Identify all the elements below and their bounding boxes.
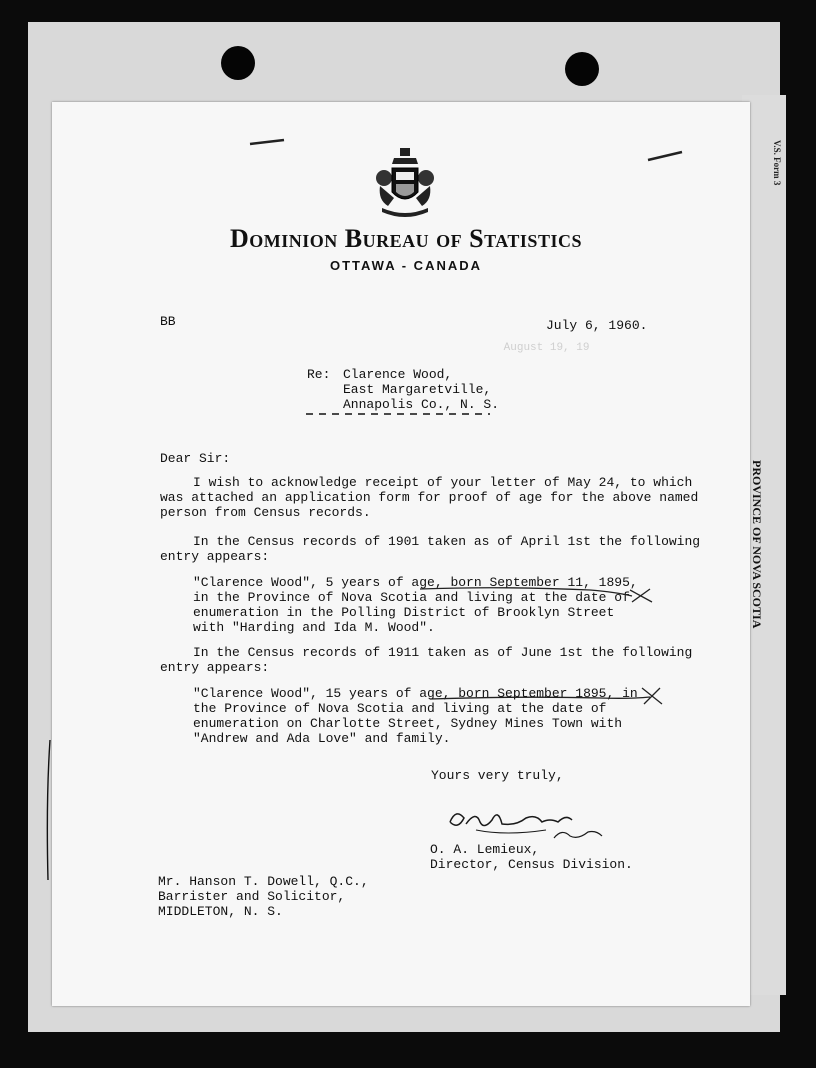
intro-line-1: I wish to acknowledge receipt of your letter of May 24, to which (193, 475, 693, 490)
bleed-through-text: August 19, 19 (200, 342, 603, 354)
intro-line-2: was attached an application form for proof of age for the above named (160, 490, 699, 505)
re-name: Clarence Wood, (343, 367, 453, 382)
organization-name: Dominion Bureau of Statistics (230, 224, 582, 253)
province-label: PROVINCE OF NOVA SCOTIA (750, 460, 764, 629)
margin-line (47, 740, 50, 880)
census1911-entry-line-2: the Province of Nova Scotia and living at the date of (193, 701, 607, 716)
intro-line-3: person from Census records. (160, 505, 371, 520)
re-label: Re: (307, 367, 331, 382)
re-address-line1: East Margaretville, (343, 382, 492, 397)
underline-birthdate-1901 (420, 588, 632, 596)
salutation: Dear Sir: (160, 451, 231, 466)
underline-birthdate-1911 (430, 697, 650, 699)
census1901-intro-line-1: In the Census records of 1901 taken as of April 1st the following (193, 534, 701, 549)
census1901-entry-line-3: enumeration in the Polling District of Brooklyn Street (193, 605, 615, 620)
form-number: V.S. Form 3 (772, 140, 782, 186)
asterisk-mark-1911 (642, 688, 662, 704)
recipient-line-2: Barrister and Solicitor, (158, 889, 346, 904)
census1901-entry-line-2: in the Province of Nova Scotia and living at the date of (193, 590, 630, 605)
organization-city: OTTAWA - CANADA (329, 258, 483, 273)
census1911-intro-line-1: In the Census records of 1911 taken as of June 1st the following (193, 645, 693, 660)
asterisk-mark-1901 (630, 589, 652, 602)
reference-initials: BB (160, 314, 176, 329)
census1901-entry-line-1: "Clarence Wood", 5 years of age, born September 11, 1895, (193, 575, 638, 590)
recipient-line-1: Mr. Hanson T. Dowell, Q.C., (158, 874, 369, 889)
signatory-name: O. A. Lemieux, (430, 842, 540, 857)
census1911-entry-line-1: "Clarence Wood", 15 years of age, born September 1895, in (193, 686, 638, 701)
census1901-intro-line-2: entry appears: (160, 549, 270, 564)
staple-mark-right (648, 152, 682, 160)
staple-mark-left (250, 140, 284, 144)
signatory-title: Director, Census Division. (430, 857, 633, 872)
letter-date: July 6, 1960. (546, 318, 648, 333)
census1901-entry-line-4: with "Harding and Ida M. Wood". (193, 620, 435, 635)
closing: Yours very truly, (431, 768, 564, 783)
census1911-entry-line-4: "Andrew and Ada Love" and family. (193, 731, 451, 746)
census1911-intro-line-2: entry appears: (160, 660, 270, 675)
census1911-entry-line-3: enumeration on Charlotte Street, Sydney Mines Town with (193, 716, 623, 731)
re-address-line2: Annapolis Co., N. S. (343, 397, 500, 412)
signature-image (446, 800, 606, 844)
recipient-line-3: MIDDLETON, N. S. (158, 904, 283, 919)
